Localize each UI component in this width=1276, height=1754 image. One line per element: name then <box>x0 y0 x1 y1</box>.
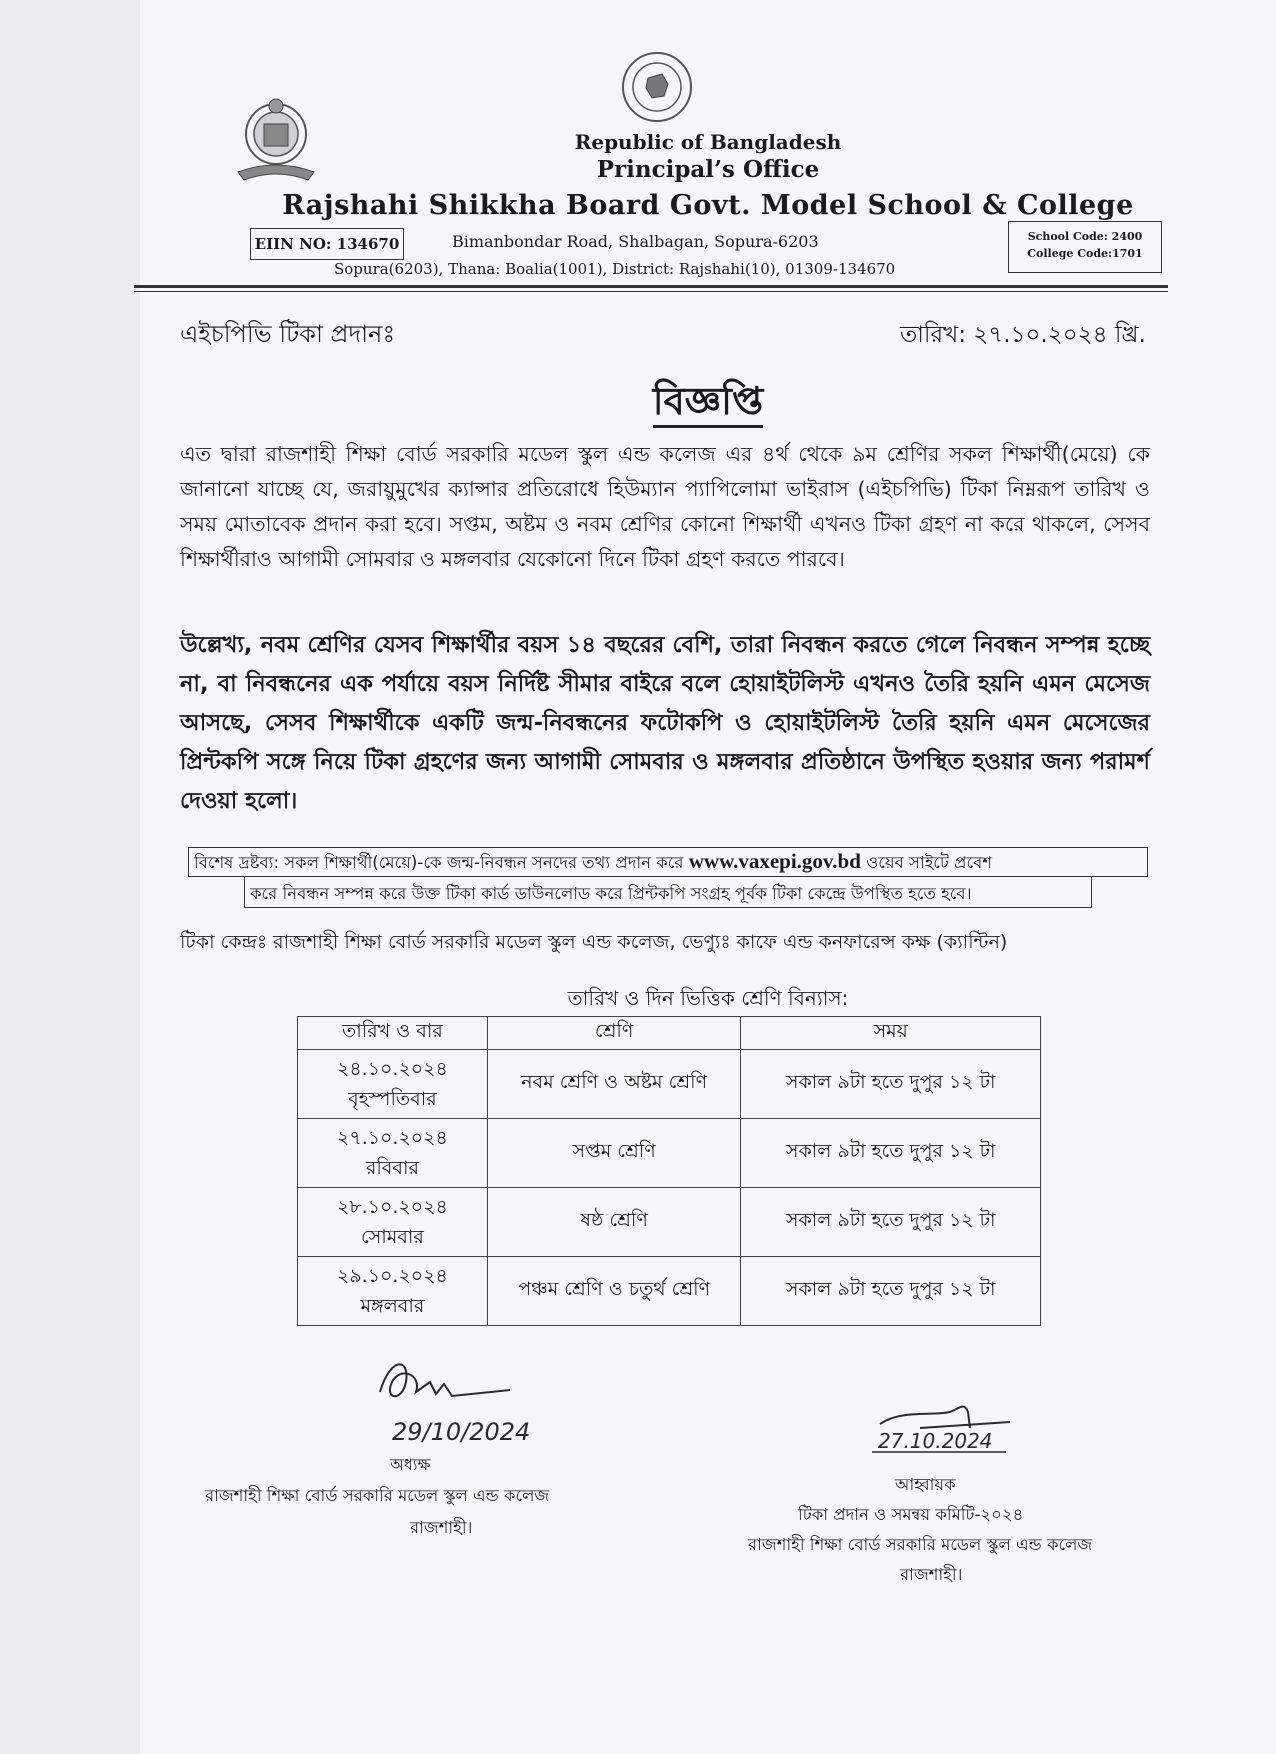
header-divider <box>134 285 1168 288</box>
row-time: সকাল ৯টা হতে দুপুর ১২ টা <box>741 1050 1041 1119</box>
notice-title-text: বিজ্ঞপ্তি <box>653 379 764 428</box>
schedule-table-title: তারিখ ও দিন ভিত্তিক শ্রেণি বিন্যাস: <box>567 986 849 1010</box>
convener-signature-icon <box>860 1398 1020 1458</box>
table-row <box>298 1050 1041 1119</box>
row-date-cell <box>298 1188 488 1257</box>
row-class: পঞ্চম শ্রেণি ও চতুর্থ শ্রেণি <box>487 1257 741 1326</box>
row-day: বৃহস্পতিবার <box>348 1088 437 1110</box>
codes-box <box>1008 221 1162 273</box>
row-date: ২৮.১০.২০২৪ <box>337 1196 448 1218</box>
principal-institution: রাজশাহী শিক্ষা বোর্ড সরকারি মডেল স্কুল এন্ড কলেজ <box>205 1486 550 1505</box>
row-date-cell <box>298 1119 488 1188</box>
notice-date: তারিখ: ২৭.১০.২০২৪ খ্রি. <box>900 322 1146 348</box>
convener-committee: টিকা প্রদান ও সমন্বয় কমিটি-২০২৪ <box>798 1505 1024 1524</box>
notice-paragraph-1: এত দ্বারা রাজশাহী শিক্ষা বোর্ড সরকারি মডেল স্কুল এন্ড কলেজ এর ৪র্থ থেকে ৯ম শ্রেণির সকল শিক্ষার্থী(মেয়ে) কে জানানো যাচ্ছে যে, জরায়ুমুখের ক্যান্সার প্রতিরোধে হিউম্যান প্যাপিলোমা ভাইরাস (এইচপিভি) টিকা নিম্নরূপ তারিখ ও সময় মোতাবেক প্রদান করা হবে। সপ্তম, অষ্টম ও নবম শ্রেণির কোনো শিক্ষার্থী এখনও টিকা গ্রহণ না করে থাকলে, সেসব শিক্ষার্থীরাও আগামী সোমবার ও মঙ্গলবার যেকোনো দিনে টিকা গ্রহণ করতে পারবে। <box>180 442 1150 571</box>
notice-paragraph-2: উল্লেখ্য, নবম শ্রেণির যেসব শিক্ষার্থীর বয়স ১৪ বছরের বেশি, তারা নিবন্ধন করতে গেলে নিবন্ধন সম্পন্ন হচ্ছে না, বা নিবন্ধনের এক পর্যায়ে বয়স নির্দিষ্ট সীমার বাইরে বলে হোয়াইটলিস্ট এখনও তৈরি হয়নি এমন মেসেজ আসছে, সেসব শিক্ষার্থীকে একটি জন্ম-নিবন্ধনের ফটোকপি ও হোয়াইটলিস্ট তৈরি হয়নি এমন মেসেজের প্রিন্টকপি সঙ্গে নিয়ে টিকা গ্রহণের জন্য আগামী সোমবার ও মঙ্গলবার প্রতিষ্ঠানে উপস্থিত হওয়ার জন্য পরামর্শ দেওয়া হলো। <box>180 632 1150 814</box>
row-class: ষষ্ঠ শ্রেণি <box>487 1188 741 1257</box>
address-line-2: Sopura(6203), Thana: Boalia(1001), District: Rajshahi(10), 01309-134670 <box>334 260 896 278</box>
vaxepi-link[interactable]: www.vaxepi.gov.bd <box>688 849 861 873</box>
principal-city: রাজশাহী। <box>410 1518 473 1537</box>
row-time: সকাল ৯টা হতে দুপুর ১২ টা <box>741 1188 1041 1257</box>
header-time: সময় <box>741 1017 1041 1050</box>
convener-title: আহ্বায়ক <box>895 1475 956 1494</box>
header-divider-thin <box>134 291 1168 292</box>
notice-title <box>140 372 1276 436</box>
college-code: College Code:1701 <box>1027 247 1143 260</box>
table-row <box>298 1188 1041 1257</box>
special-note-line-1 <box>194 849 992 877</box>
special-note-prefix: বিশেষ দ্রষ্টব্য: সকল শিক্ষার্থী(মেয়ে)-কে জন্ম-নিবন্ধন সনদের তথ্য প্রদান করে <box>194 853 689 872</box>
row-date-cell <box>298 1050 488 1119</box>
notice-subject: এইচপিভি টিকা প্রদানঃ <box>180 320 396 348</box>
eiin-box: EIIN NO: 134670 <box>250 228 404 260</box>
table-header-row <box>298 1017 1041 1050</box>
row-date: ২৯.১০.২০২৪ <box>337 1265 448 1287</box>
principal-title: অধ্যক্ষ <box>390 1455 431 1474</box>
schedule-table <box>297 1016 1041 1326</box>
convener-city: রাজশাহী। <box>900 1565 963 1584</box>
principal-signature-icon <box>370 1352 560 1452</box>
school-code: School Code: 2400 <box>1027 230 1143 243</box>
row-date: ২৭.১০.২০২৪ <box>336 1127 448 1149</box>
office-heading: Principal’s Office <box>596 156 820 183</box>
special-note-suffix: ওয়েব সাইটে প্রবেশ <box>860 853 993 872</box>
convener-signature-date: 27.10.2024 <box>878 1429 993 1453</box>
row-day: মঙ্গলবার <box>360 1295 425 1317</box>
vaccine-center-line: টিকা কেন্দ্রঃ রাজশাহী শিক্ষা বোর্ড সরকারি মডেল স্কুল এন্ড কলেজ, ভেণ্যুঃ কাফে এন্ড কনফারেন্স কক্ষ (ক্যান্টিন) <box>180 931 1008 953</box>
row-day: রবিবার <box>365 1157 419 1179</box>
special-note-line-2: করে নিবন্ধন সম্পন্ন করে উক্ত টিকা কার্ড ডাউনলোড করে প্রিন্টকপি সংগ্রহ পূর্বক টিকা কেন্দ্রে উপস্থিত হতে হবে। <box>250 884 972 903</box>
row-day: সোমবার <box>360 1226 424 1248</box>
principal-signature-date: 29/10/2024 <box>392 1418 531 1446</box>
header-class: শ্রেণি <box>487 1017 741 1050</box>
republic-heading: Republic of Bangladesh <box>574 130 842 154</box>
row-time: সকাল ৯টা হতে দুপুর ১২ টা <box>741 1119 1041 1188</box>
header-date-day: তারিখ ও বার <box>298 1017 488 1050</box>
row-date: ২৪.১০.২০২৪ <box>337 1058 448 1080</box>
government-seal-icon <box>620 50 694 124</box>
address-line-1: Bimanbondar Road, Shalbagan, Sopura-6203 <box>452 232 819 251</box>
row-time: সকাল ৯টা হতে দুপুর ১২ টা <box>741 1257 1041 1326</box>
row-class: নবম শ্রেণি ও অষ্টম শ্রেণি <box>487 1050 741 1119</box>
institution-heading: Rajshahi Shikkha Board Govt. Model School & College <box>282 190 1134 221</box>
table-row <box>298 1257 1041 1326</box>
convener-institution: রাজশাহী শিক্ষা বোর্ড সরকারি মডেল স্কুল এন্ড কলেজ <box>748 1535 1093 1554</box>
row-class: সপ্তম শ্রেণি <box>487 1119 741 1188</box>
table-row <box>298 1119 1041 1188</box>
row-date-cell <box>298 1257 488 1326</box>
